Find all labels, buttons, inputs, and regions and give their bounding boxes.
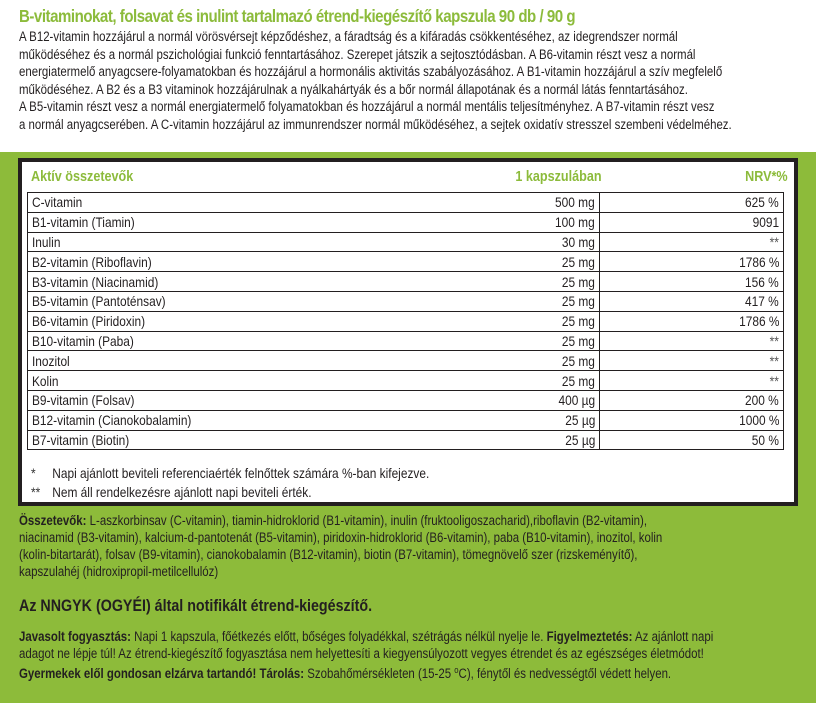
header-ingredient: Aktív összetevők bbox=[31, 168, 134, 185]
notification-statement: Az NNGYK (OGYÉI) által notifikált étrend-kiegészítő. bbox=[19, 596, 373, 615]
ingredient-nrv: 1786 % bbox=[738, 253, 779, 270]
ingredient-nrv-cell bbox=[600, 390, 784, 410]
ingredient-name: B1-vitamin (Tiamin) bbox=[32, 214, 135, 231]
usage-line: adagot ne lépje túl! Az étrend-kiegészítő fogyasztása nem helyettesíti a kiegyensúlyozott vegyes étrendet és az egészséges életmódot! bbox=[19, 646, 704, 661]
usage-text: Napi 1 kapszula, főétkezés előtt, bőséges folyadékkal, szétrágás nélkül nyelje le. bbox=[130, 629, 547, 644]
claim-line: a normál anyagcserében. A C-vitamin hozzájárul az immunrendszer normál működéséhez, a sejtek oxidatív stresszel szembeni védelméhez. bbox=[19, 116, 732, 132]
ingredient-amount: 25 mg bbox=[561, 332, 595, 349]
ingredient-name-cell bbox=[28, 371, 412, 391]
ingredient-amount: 25 mg bbox=[561, 313, 595, 330]
ingredient-name-cell bbox=[28, 212, 412, 232]
claim-line: A B12-vitamin hozzájárul a normál vörösvérsejt képződéshez, a fáradtság és a kifáradás csökkentéséhez, az idegrendszer normál bbox=[19, 29, 678, 44]
ingredient-nrv-cell bbox=[600, 351, 784, 371]
table-row bbox=[28, 430, 784, 450]
table-row bbox=[28, 410, 784, 430]
ingredient-name: Inulin bbox=[32, 233, 61, 250]
ingredient-name-cell bbox=[28, 232, 412, 252]
ingredient-name-cell bbox=[28, 272, 412, 292]
ingredient-amount-cell bbox=[411, 410, 600, 430]
ingredient-name: B2-vitamin (Riboflavin) bbox=[32, 253, 152, 270]
table-row bbox=[28, 232, 784, 252]
ingredient-amount: 100 mg bbox=[555, 214, 595, 231]
ingredient-amount-cell bbox=[411, 232, 600, 252]
ingredient-nrv: 156 % bbox=[745, 273, 779, 290]
ingredient-amount-cell bbox=[411, 351, 600, 371]
table-row bbox=[28, 390, 784, 410]
ingredient-name-cell bbox=[28, 351, 412, 371]
table-row bbox=[28, 331, 784, 351]
ingredient-nrv-cell bbox=[600, 430, 784, 450]
ingredient-amount: 25 µg bbox=[564, 412, 595, 429]
ingredient-amount: 400 µg bbox=[558, 392, 595, 409]
ingredient-name-cell bbox=[28, 291, 412, 311]
ingredient-amount: 25 mg bbox=[561, 352, 595, 369]
header-amount: 1 kapszulában bbox=[515, 168, 602, 185]
ingredient-name: Kolin bbox=[32, 372, 59, 389]
ingredient-name: B9-vitamin (Folsav) bbox=[32, 392, 135, 409]
table-row bbox=[28, 252, 784, 272]
ingredient-name: B6-vitamin (Piridoxin) bbox=[32, 313, 146, 330]
ingredient-nrv-cell bbox=[600, 311, 784, 331]
usage-label: Javasolt fogyasztás: bbox=[19, 629, 131, 644]
footnote-text: Nem áll rendelkezésre ajánlott napi beviteli érték. bbox=[52, 484, 312, 500]
ingredient-amount: 25 mg bbox=[561, 372, 595, 389]
ingredient-amount: 25 µg bbox=[564, 431, 595, 448]
usage-line bbox=[19, 662, 806, 682]
table-row bbox=[28, 212, 784, 232]
ingredient-amount-cell bbox=[411, 371, 600, 391]
ingredient-nrv: 417 % bbox=[745, 293, 779, 310]
storage-label: Tárolás: bbox=[259, 666, 305, 681]
ingredient-nrv-cell bbox=[600, 193, 784, 213]
ingredient-amount: 25 mg bbox=[561, 273, 595, 290]
claim-line: működéséhez. A B2 és a B3 vitaminok hozzájárulnak a nyálkahártyák és a bőr normál állapotának és a normál látás fenntartásához. bbox=[19, 81, 688, 97]
ingredient-name: Inozitol bbox=[32, 352, 70, 369]
table-row bbox=[28, 311, 784, 331]
ingredient-amount-cell bbox=[411, 390, 600, 410]
ingredient-name-cell bbox=[28, 390, 412, 410]
ingredient-amount: 25 mg bbox=[561, 253, 595, 270]
ingredient-name-cell bbox=[28, 193, 412, 213]
ingredients-label: Összetevők: bbox=[19, 513, 87, 528]
ingredient-nrv-cell bbox=[600, 252, 784, 272]
ingredient-name: B12-vitamin (Cianokobalamin) bbox=[32, 412, 192, 429]
ingredient-nrv: 200 % bbox=[745, 392, 779, 409]
footnote-2 bbox=[31, 484, 312, 500]
ingredient-amount-cell bbox=[411, 291, 600, 311]
ingredient-amount-cell bbox=[411, 430, 600, 450]
usage-section bbox=[19, 628, 806, 682]
ingredient-nrv-cell bbox=[600, 371, 784, 391]
claim-line: A B5-vitamin részt vesz a normál energiatermelő folyamatokban és hozzájárul a normál mentális teljesítményhez. A B7-vitamin részt vesz bbox=[19, 99, 715, 115]
ingredient-name-cell bbox=[28, 252, 412, 272]
storage-text: Szobahőmérsékleten (15-25 bbox=[304, 666, 455, 681]
ingredient-nrv: 9091 bbox=[752, 214, 779, 231]
ingredient-name-cell bbox=[28, 331, 412, 351]
ingredient-amount: 25 mg bbox=[561, 293, 595, 310]
ingredient-name: B10-vitamin (Paba) bbox=[32, 332, 134, 349]
ingredients-section bbox=[19, 512, 806, 580]
table-row bbox=[28, 193, 784, 213]
usage-line bbox=[19, 628, 806, 645]
ingredient-nrv-cell bbox=[600, 410, 784, 430]
ingredient-name: B7-vitamin (Biotin) bbox=[32, 431, 130, 448]
ingredient-amount: 30 mg bbox=[561, 233, 595, 250]
storage-text-end: C), fénytől és nedvességtől védett helyen. bbox=[458, 666, 672, 681]
ingredients-line bbox=[19, 512, 806, 529]
ingredient-nrv: 1786 % bbox=[738, 313, 779, 330]
claim-line: energiatermelő anyagcsere-folyamatokban és hozzájárul a hormonális aktivitás szabályozásához. A B1-vitamin hozzájárul a szív megfelelő bbox=[19, 64, 723, 80]
nutrition-table bbox=[27, 192, 784, 450]
ingredient-nrv: 1000 % bbox=[738, 412, 779, 429]
footnote-text: Napi ajánlott beviteli referenciaérték felnőttek számára %-ban kifejezve. bbox=[52, 465, 430, 481]
ingredient-nrv-cell bbox=[600, 272, 784, 292]
table-row bbox=[28, 351, 784, 371]
ingredients-line: kapszulahéj (hidroxipropil-metilcellulóz) bbox=[19, 564, 219, 579]
header-area bbox=[0, 0, 816, 152]
claim-line: működéséhez és a normál pszichológiai funkció fenntartásához. Szerepet játszik a sejtosztódásban. A B6-vitamin részt vesz a normál bbox=[19, 46, 696, 62]
children-warning: Gyermekek elől gondosan elzárva tartandó! bbox=[19, 666, 257, 681]
ingredient-nrv: 625 % bbox=[745, 194, 779, 211]
ingredient-nrv-cell bbox=[600, 331, 784, 351]
ingredient-nrv-cell bbox=[600, 212, 784, 232]
ingredients-text: L-aszkorbinsav (C-vitamin), tiamin-hidroklorid (B1-vitamin), inulin (fruktooligoszacharid),riboflavin (B2-vitamin), bbox=[86, 513, 648, 528]
ingredient-name: B3-vitamin (Niacinamid) bbox=[32, 273, 159, 290]
ingredient-nrv-cell bbox=[600, 232, 784, 252]
table-row bbox=[28, 371, 784, 391]
table-row bbox=[28, 291, 784, 311]
ingredients-line: niacinamid (B3-vitamin), kalcium-d-pantotenát (B5-vitamin), piridoxin-hidroklorid (B6-vitamin), paba (B10-vitamin), inozitol, kolin bbox=[19, 530, 663, 545]
warning-label: Figyelmeztetés: bbox=[546, 629, 633, 644]
header-nrv: NRV*% bbox=[745, 168, 788, 185]
ingredients-line: (kolin-bitartarát), folsav (B9-vitamin), cianokobalamin (B12-vitamin), biotin (B7-vitamin), tömegnövelő szer (rizskeményítő), bbox=[19, 547, 638, 562]
product-title: B-vitaminokat, folsavat és inulint tartalmazó étrend-kiegészítő kapszula 90 db / 90 g bbox=[19, 6, 576, 26]
ingredient-name: B5-vitamin (Pantoténsav) bbox=[32, 293, 166, 310]
health-claims bbox=[19, 28, 789, 134]
table-row bbox=[28, 272, 784, 292]
ingredient-nrv: ** bbox=[769, 352, 779, 369]
ingredient-nrv: ** bbox=[769, 233, 779, 250]
ingredient-name-cell bbox=[28, 410, 412, 430]
ingredient-amount-cell bbox=[411, 212, 600, 232]
ingredient-name: C-vitamin bbox=[32, 194, 83, 211]
footnote-mark: ** bbox=[31, 484, 41, 500]
degree-sign: o bbox=[454, 665, 459, 675]
ingredient-nrv: 50 % bbox=[751, 431, 779, 448]
ingredient-nrv: ** bbox=[769, 372, 779, 389]
warning-text: Az ajánlott napi bbox=[632, 629, 714, 644]
ingredient-amount-cell bbox=[411, 311, 600, 331]
ingredient-amount: 500 mg bbox=[555, 194, 595, 211]
footnote-1 bbox=[31, 465, 429, 481]
footnote-mark: * bbox=[31, 465, 36, 481]
ingredient-nrv-cell bbox=[600, 291, 784, 311]
nutrition-panel bbox=[18, 158, 798, 506]
ingredient-amount-cell bbox=[411, 331, 600, 351]
ingredient-amount-cell bbox=[411, 252, 600, 272]
ingredient-name-cell bbox=[28, 430, 412, 450]
ingredient-nrv: ** bbox=[769, 332, 779, 349]
ingredient-name-cell bbox=[28, 311, 412, 331]
ingredient-amount-cell bbox=[411, 193, 600, 213]
ingredient-amount-cell bbox=[411, 272, 600, 292]
